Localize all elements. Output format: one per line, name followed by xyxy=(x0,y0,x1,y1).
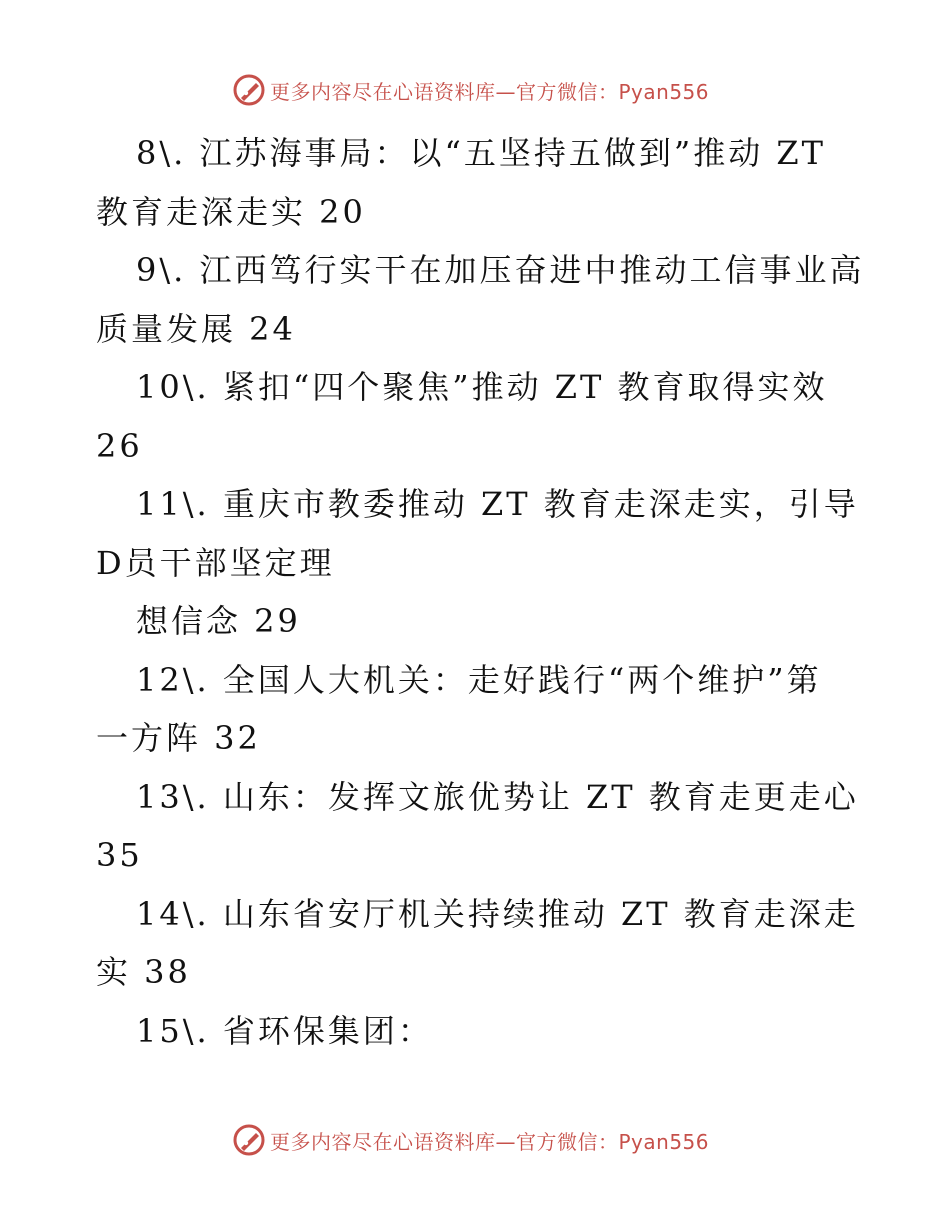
footer-banner-text: 更多内容尽在心语资料库—官方微信：Pyan556 xyxy=(270,1129,710,1154)
toc-line: 15\. 省环保集团： xyxy=(136,1011,433,1050)
toc-line: 12\. 全国人大机关：走好践行“两个维护”第 xyxy=(136,660,822,699)
toc-line: 想信念 29 xyxy=(136,602,301,640)
header-banner xyxy=(232,72,709,108)
footer-banner xyxy=(232,1122,709,1158)
toc-line: D员干部坚定理 xyxy=(96,543,335,582)
toc-line: 质量发展 24 xyxy=(96,309,296,348)
toc-line: 26 xyxy=(96,426,143,465)
toc-line: 一方阵 32 xyxy=(96,719,261,757)
pen-nib-logo-icon xyxy=(232,73,266,107)
toc-line: 10\. 紧扣“四个聚焦”推动 ZT 教育取得实效 xyxy=(136,368,828,406)
toc-line: 8\. 江苏海事局：以“五坚持五做到”推动 ZT xyxy=(136,134,826,172)
toc-content xyxy=(96,124,865,1060)
pen-nib-logo-icon xyxy=(232,1123,266,1157)
header-banner-text: 更多内容尽在心语资料库—官方微信：Pyan556 xyxy=(270,79,710,104)
toc-line: 11\. 重庆市教委推动 ZT 教育走深走实，引导 xyxy=(136,485,859,523)
toc-line: 35 xyxy=(96,836,143,874)
toc-line: 14\. 山东省安厅机关持续推动 ZT 教育走深走 xyxy=(136,894,859,933)
toc-line: 9\. 江西笃行实干在加压奋进中推动工信事业高 xyxy=(136,251,865,289)
toc-line: 13\. 山东：发挥文旅优势让 ZT 教育走更走心 xyxy=(136,777,859,816)
toc-line: 实 38 xyxy=(96,953,191,991)
toc-line: 教育走深走实 20 xyxy=(96,192,366,231)
